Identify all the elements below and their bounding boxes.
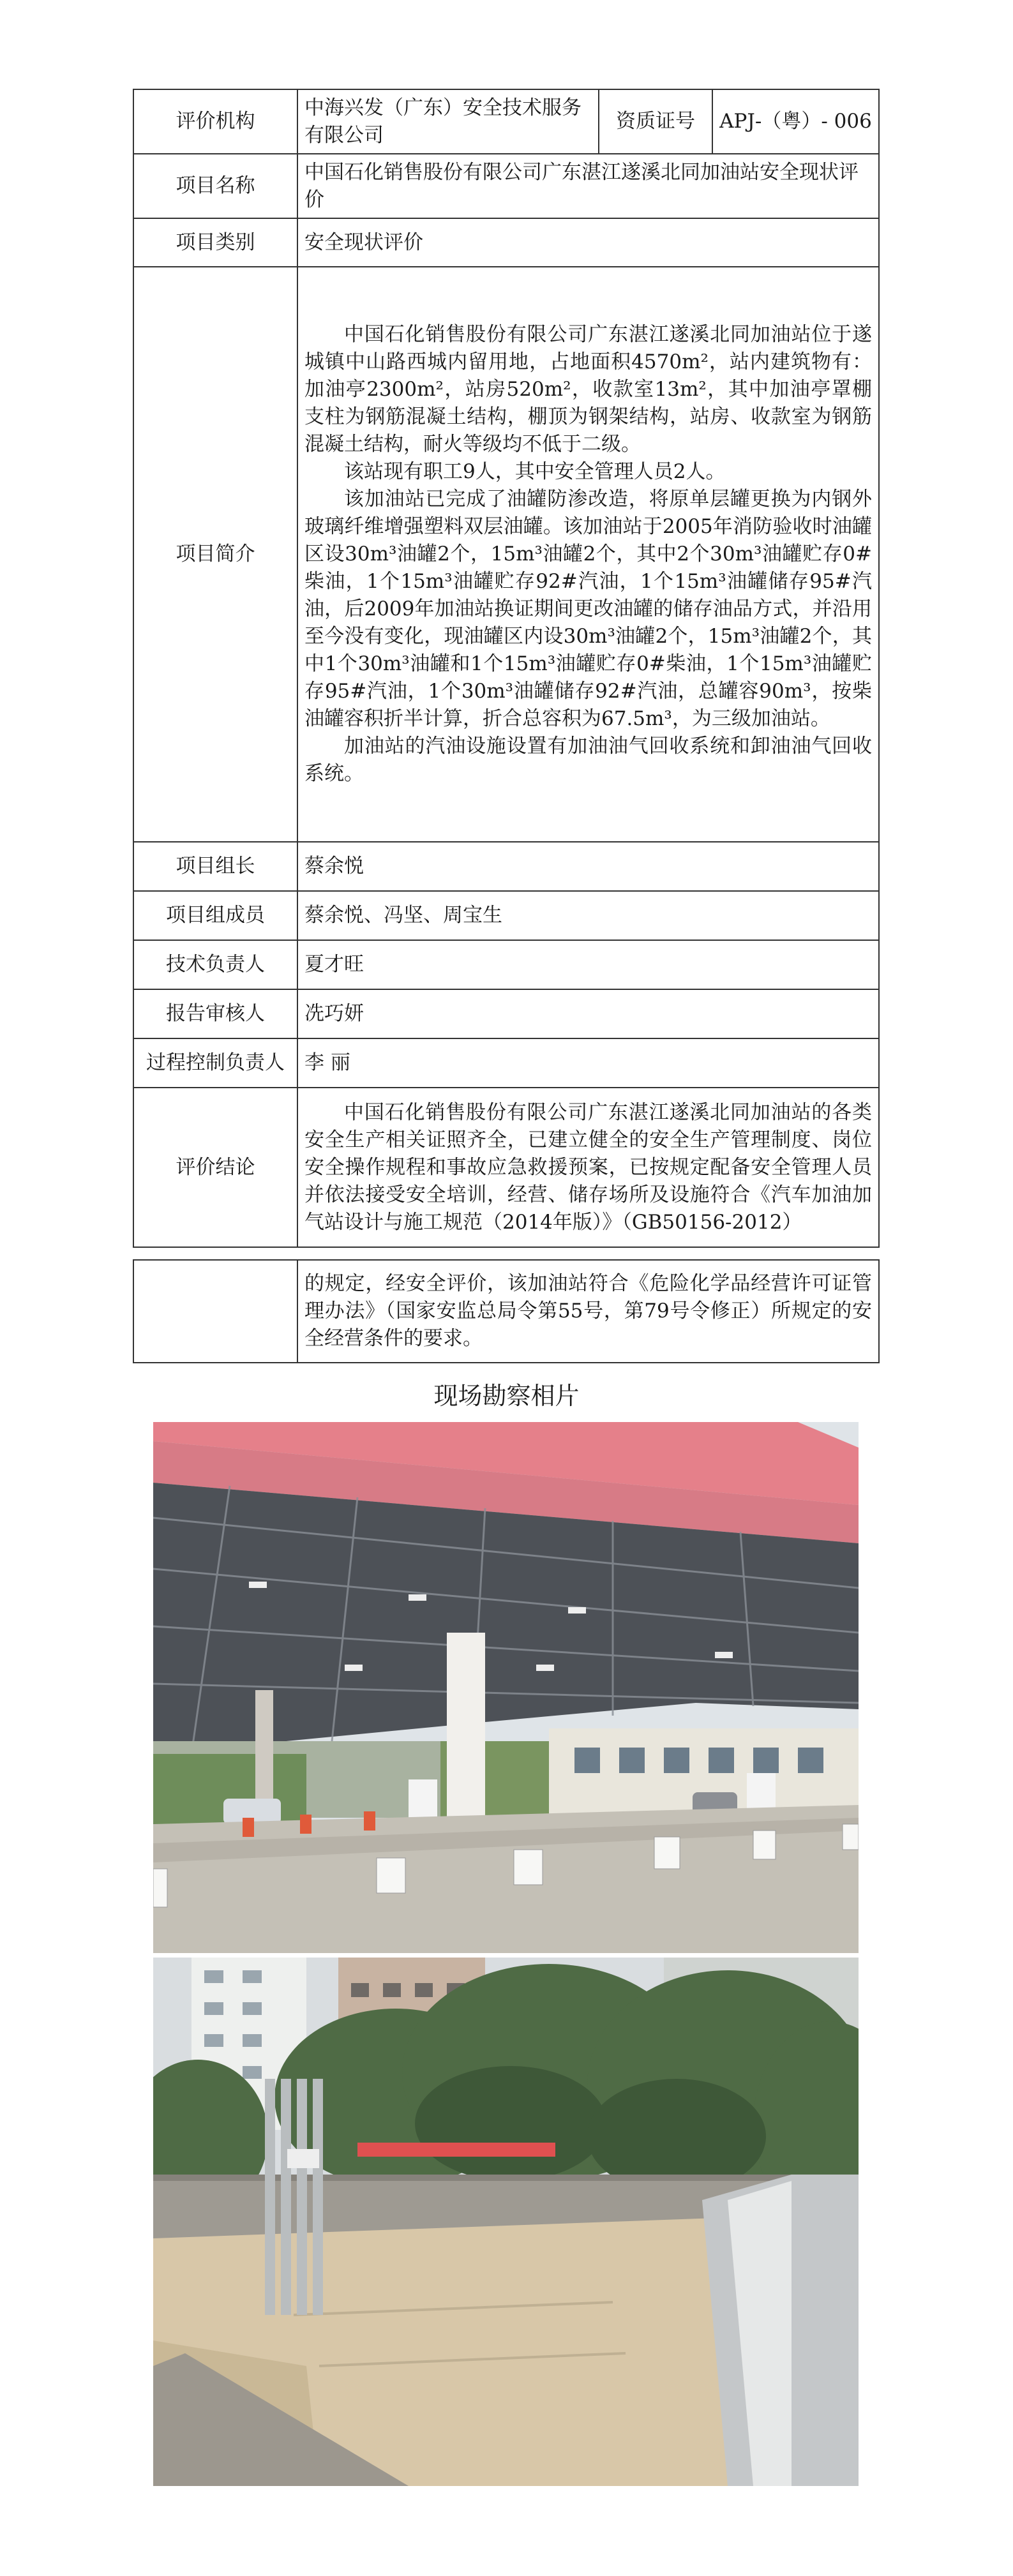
intro-paragraph: 该站现有职工9人，其中安全管理人员2人。 [344,460,726,483]
process-value: 李 丽 [297,1038,879,1088]
cert-label: 资质证号 [599,89,712,154]
reviewer-value: 冼巧妍 [297,989,879,1038]
conclusion-label: 评价结论 [133,1088,297,1247]
conclusion-value [297,1088,879,1247]
leader-label: 项目组长 [133,842,297,891]
table-row [133,891,879,940]
project-type-value: 安全现状评价 [297,218,879,267]
table-row [133,1038,879,1088]
photo-title: 现场勘察相片 [433,1382,580,1410]
members-label: 项目组成员 [133,891,297,940]
intro-value [297,267,879,842]
members-value: 蔡余悦、冯坚、周宝生 [297,891,879,940]
table-row [133,940,879,989]
process-label: 过程控制负责人 [133,1038,297,1088]
tech-value: 夏才旺 [297,940,879,989]
site-photo-canopy [153,1422,859,1953]
project-name-label: 项目名称 [133,154,297,218]
conclusion-continued: 的规定，经安全评价，该加油站符合《危险化学品经营许可证管理办法》（国家安监总局令第55号，第79号令修正）所规定的安全经营条件的要求。 [297,1260,879,1363]
project-type-label: 项目类别 [133,218,297,267]
reviewer-label: 报告审核人 [133,989,297,1038]
intro-paragraph: 中国石化销售股份有限公司广东湛江遂溪北同加油站位于遂城镇中山路西城内留用地，占地面积4570m²，站内建筑物有：加油亭2300m²，站房520m²，收款室13m²，其中加油亭罩棚支柱为钢筋混凝土结构，棚顶为钢架结构，站房、收款室为钢筋混凝土结构，耐火等级均不低于二级。 [304,323,872,456]
org-label: 评价机构 [133,89,297,154]
table-row [133,89,879,154]
conclusion-paragraph: 中国石化销售股份有限公司广东湛江遂溪北同加油站的各类安全生产相关证照齐全，已建立健全的安全生产管理制度、岗位安全操作规程和事故应急救援预案，已按规定配备安全管理人员并依法接受安全培训，经营、储存场所及设施符合《汽车加油加气站设计与施工规范（2014年版）》（GB50156-2012） [304,1100,872,1234]
intro-label: 项目简介 [133,267,297,842]
site-photo-tank-area [153,1958,859,2486]
continued-label-empty [133,1260,297,1363]
leader-value: 蔡余悦 [297,842,879,891]
info-table-continued [133,1259,880,1363]
tech-label: 技术负责人 [133,940,297,989]
intro-paragraph: 该加油站已完成了油罐防渗改造，将原单层罐更换为内钢外玻璃纤维增强塑料双层油罐。该加油站于2005年消防验收时油罐区设30m³油罐2个，15m³油罐2个，其中2个30m³油罐贮存0#柴油，1个15m³油罐贮存92#汽油，1个15m³油罐储存95#汽油，后2009年加油站换证期间更改油罐的储存油品方式，并沿用至今没有变化，现油罐区内设30m³油罐2个，15m³油罐2个，其中1个30m³油罐和1个15m³油罐贮存0#柴油，1个15m³油罐贮存95#汽油，1个30m³油罐储存92#汽油，总罐容90m³，按柴油罐容积折半计算，折合总容积为67.5m³，为三级加油站。 [304,488,872,730]
canopy-photo-image [153,1422,859,1953]
project-name-value: 中国石化销售股份有限公司广东湛江遂溪北同加油站安全现状评价 [297,154,879,218]
table-row [133,989,879,1038]
table-row [133,154,879,218]
intro-paragraph: 加油站的汽油设施设置有加油油气回收系统和卸油油气回收系统。 [304,735,872,785]
table-row [133,1088,879,1247]
cert-value: APJ-（粤）- 006 [712,89,879,154]
table-row [133,267,879,842]
table-row [133,842,879,891]
org-value: 中海兴发（广东）安全技术服务有限公司 [297,89,599,154]
info-table [133,89,880,1248]
table-row [133,1260,879,1363]
tank-area-photo-image [153,1958,859,2486]
table-row [133,218,879,267]
